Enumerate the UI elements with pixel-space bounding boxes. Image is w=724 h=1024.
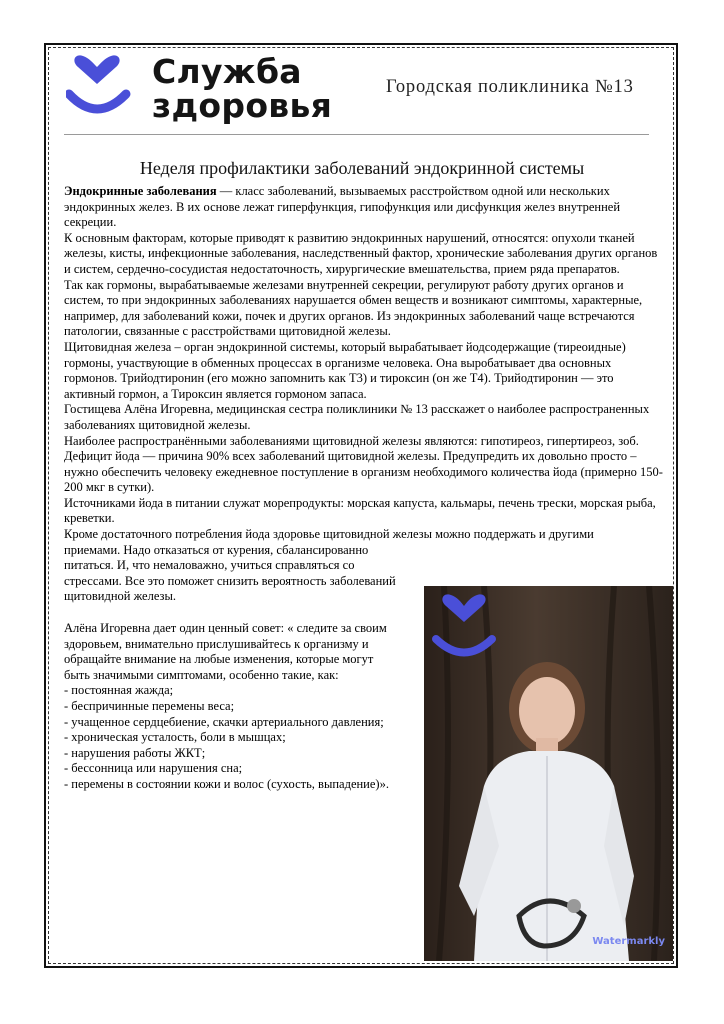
paragraph: Гостищева Алёна Игоревна, медицинская сестра поликлиники № 13 расскажет о наиболее распространенных заболеваниях щитовидной железы.: [64, 402, 650, 432]
wrap-line: щитовидной железы.: [64, 589, 176, 604]
intro-definition: — класс заболеваний, вызываемых расстройством одной или нескольких эндокринных желез. В их основе лежат гиперфункция, гипофункция или дисфункция желез внутренней секреции.: [64, 184, 621, 230]
brand-name: [152, 52, 333, 125]
page-title: Неделя профилактики заболеваний эндокринной системы: [139, 158, 585, 178]
intro-term: Эндокринные заболевания: [64, 184, 217, 198]
symptom-item: - беспричинные перемены веса;: [64, 699, 235, 713]
symptom-item: - хроническая усталость, боли в мышцах;: [64, 730, 286, 745]
advice-line: Алёна Игоревна дает один ценный совет: « следите за своим: [64, 621, 387, 636]
paragraph: Дефицит йода — причина 90% всех заболеваний щитовидной железы. Предупредить их довольно просто – нужно обеспечить человеку ежедневное поступление в организм необходимого количества йода (примерно 150-200 мкг в сутки).: [64, 449, 663, 495]
clinic-name: Городская поликлиника №13: [386, 77, 634, 97]
paragraph: Так как гормоны, вырабатываемые железами внутренней секреции, регулируют работу других органов и систем, то при эндокринных заболеваниях нарушается обмен веществ и возникают симптомы, характерные, например, для заболеваний кожи, почек и других органов. Из эндокринных заболеваний чаще встречаются патологии, связанные с расстройствами щитовидной железы.: [64, 277, 643, 339]
symptom-item: - учащенное сердцебиение, скачки артериального давления;: [64, 714, 384, 729]
nurse-portrait-image: [424, 586, 673, 961]
paragraph: Щитовидная железа – орган эндокринной системы, который вырабатывает йодсодержащие (тиреоидные) гормоны, участвующие в обменных процессах в организме человека. Она выробатывает два основных гормонов. Трийодтиронин (его можно запомнить как Т3) и тироксин (он же Т4). Трийодтиронин — это активный гормон, а Тироксин является гормоном запаса.: [64, 339, 626, 401]
header-divider: [64, 134, 649, 135]
wrap-line: приемами. Надо отказаться от курения, сбалансированно: [64, 542, 369, 557]
symptom-item: - бессонница или нарушения сна;: [64, 761, 243, 776]
advice-block: [64, 621, 434, 793]
intro-paragraph: [64, 184, 664, 231]
wrap-line: питаться. И, что немаловажно, учиться справляться со: [64, 558, 355, 573]
advice-line: быть значимыми симптомами, особенно такие, как:: [64, 667, 339, 682]
watermark-label: Watermarkly: [592, 936, 665, 947]
symptom-item: - перемены в состоянии кожи и волос (сухость, выпадение)».: [64, 776, 389, 791]
symptom-item: - нарушения работы ЖКТ;: [64, 745, 206, 760]
advice-line: здоровьем, внимательно прислушивайтесь к организму и: [64, 636, 369, 651]
nurse-photo: [424, 586, 673, 961]
wrap-line: стрессами. Все это поможет снизить вероятность заболеваний: [64, 573, 396, 588]
brand-line-2: здоровья: [152, 86, 333, 125]
paragraph: К основным факторам, которые приводят к развитию эндокринных нарушений, относятся: опухоли тканей железы, кисты, инфекционные заболевания, наследственный фактор, хронические заболевания других органов и систем, сердечно-сосудистая недостаточность, хирургические вмешательства, прием ряда препаратов.: [64, 230, 658, 276]
heart-smile-logo-icon: [66, 54, 132, 118]
paragraph: Кроме достаточного потребления йода здоровье щитовидной железы можно поддержать и другими: [64, 527, 594, 542]
paragraph: Наиболее распространёнными заболеваниями щитовидной железы являются: гипотиреоз, гипертиреоз, зоб.: [64, 433, 639, 448]
brand-line-1: Служба: [152, 52, 302, 91]
advice-line: обращайте внимание на любые изменения, которые могут: [64, 652, 374, 667]
paragraph: Источниками йода в питании служат морепродукты: морская капуста, кальмары, печень трески, морская рыба, креветки.: [64, 495, 656, 526]
wrapped-paragraph: [64, 543, 424, 605]
symptom-item: - постоянная жажда;: [64, 683, 174, 698]
